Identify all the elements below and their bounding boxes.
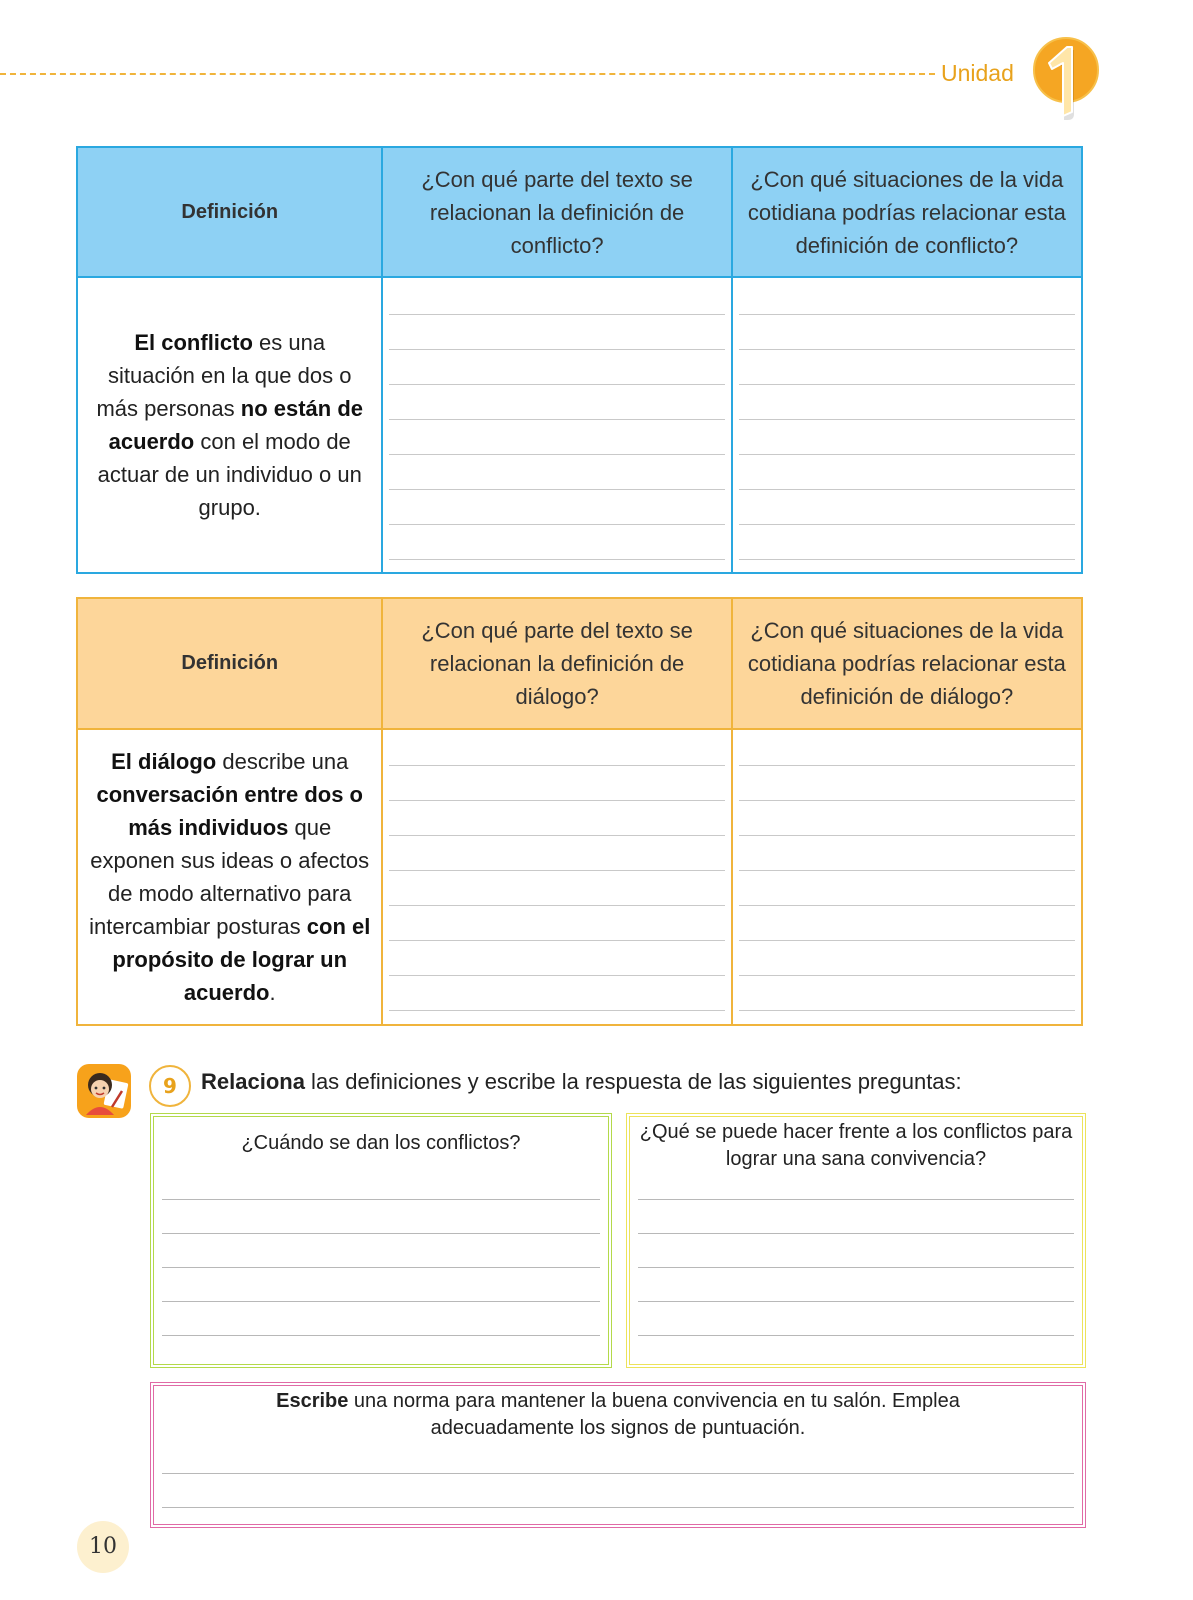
header-text-relation: ¿Con qué parte del texto se relacionan la definición de diálogo?	[382, 598, 731, 729]
dialogue-definition-text: El diálogo describe una conversación entre dos o más individuos que exponen sus ideas o afectos de modo alternativo para intercambiar posturas con el propósito de lograr un acuerdo.	[77, 729, 382, 1025]
activity-number-badge: 9	[149, 1065, 191, 1107]
unit-label: Unidad	[941, 60, 1014, 86]
answer-box-when-conflicts[interactable]	[150, 1113, 612, 1368]
writing-line	[739, 835, 1075, 836]
writing-line	[739, 419, 1075, 420]
header-definicion: Definición	[77, 598, 382, 729]
answer-box-healthy-coexistence[interactable]	[626, 1113, 1086, 1368]
writing-line	[739, 384, 1075, 385]
unit-number: 1	[1066, 70, 1067, 71]
writing-line	[162, 1507, 1074, 1508]
writing-line	[638, 1199, 1074, 1200]
answer-area-daily-life[interactable]	[732, 729, 1082, 1025]
writing-line	[389, 870, 724, 871]
writing-line	[739, 314, 1075, 315]
writing-line	[162, 1335, 600, 1336]
writing-line	[389, 314, 724, 315]
writing-line	[389, 384, 724, 385]
writing-line	[389, 835, 724, 836]
writing-line	[739, 975, 1075, 976]
writing-line	[739, 349, 1075, 350]
writing-line	[638, 1233, 1074, 1234]
question-when-conflicts: ¿Cuándo se dan los conflictos?	[241, 1132, 521, 1154]
writing-line	[739, 524, 1075, 525]
answer-area-text-relation[interactable]	[382, 277, 731, 573]
writing-line	[739, 454, 1075, 455]
writing-line	[638, 1301, 1074, 1302]
header-text-relation: ¿Con qué parte del texto se relacionan la definición de conflicto?	[382, 147, 731, 277]
writing-line	[162, 1473, 1074, 1474]
writing-line	[739, 489, 1075, 490]
writing-line	[739, 1010, 1075, 1011]
writing-line	[389, 1010, 724, 1011]
writing-line	[389, 905, 724, 906]
writing-line	[739, 800, 1075, 801]
writing-line	[638, 1335, 1074, 1336]
writing-line	[389, 765, 724, 766]
writing-line	[389, 940, 724, 941]
write-rule-instruction: Escribe una norma para mantener la buena convivencia en tu salón. Emplea adecuadamente los signos de puntuación.	[276, 1390, 960, 1439]
writing-line	[162, 1233, 600, 1234]
writing-line	[389, 454, 724, 455]
writing-line	[739, 559, 1075, 560]
writing-line	[162, 1301, 600, 1302]
writing-line	[389, 524, 724, 525]
writing-line	[739, 905, 1075, 906]
writing-line	[739, 940, 1075, 941]
answer-area-daily-life[interactable]	[732, 277, 1082, 573]
writing-line	[739, 870, 1075, 871]
activity-instruction: Relaciona las definiciones y escribe la respuesta de las siguientes preguntas:	[201, 1069, 962, 1094]
question-healthy-coexistence: ¿Qué se puede hacer frente a los conflictos para lograr una sana convivencia?	[639, 1121, 1073, 1170]
page-number: 10	[77, 1521, 129, 1573]
student-writing-icon	[76, 1063, 132, 1119]
header-definicion: Definición	[77, 147, 382, 277]
writing-line	[389, 349, 724, 350]
conflict-definition-text: El conflicto es una situación en la que dos o más personas no están de acuerdo con el modo de actuar de un individuo o un grupo.	[77, 277, 382, 573]
writing-line	[162, 1267, 600, 1268]
writing-line	[389, 559, 724, 560]
header-dashed-line	[0, 73, 935, 75]
answer-area-text-relation[interactable]	[382, 729, 731, 1025]
dialogue-definition-table	[76, 597, 1083, 1026]
writing-line	[389, 800, 724, 801]
writing-line	[638, 1267, 1074, 1268]
answer-box-classroom-rule[interactable]	[150, 1382, 1086, 1528]
conflict-definition-table	[76, 146, 1083, 574]
writing-line	[389, 489, 724, 490]
writing-line	[389, 419, 724, 420]
unit-number-badge	[1030, 36, 1102, 122]
header-daily-life: ¿Con qué situaciones de la vida cotidiana podrías relacionar esta definición de diálogo?	[732, 598, 1082, 729]
writing-line	[739, 765, 1075, 766]
writing-line	[389, 975, 724, 976]
writing-line	[162, 1199, 600, 1200]
header-daily-life: ¿Con qué situaciones de la vida cotidiana podrías relacionar esta definición de conflicto?	[732, 147, 1082, 277]
